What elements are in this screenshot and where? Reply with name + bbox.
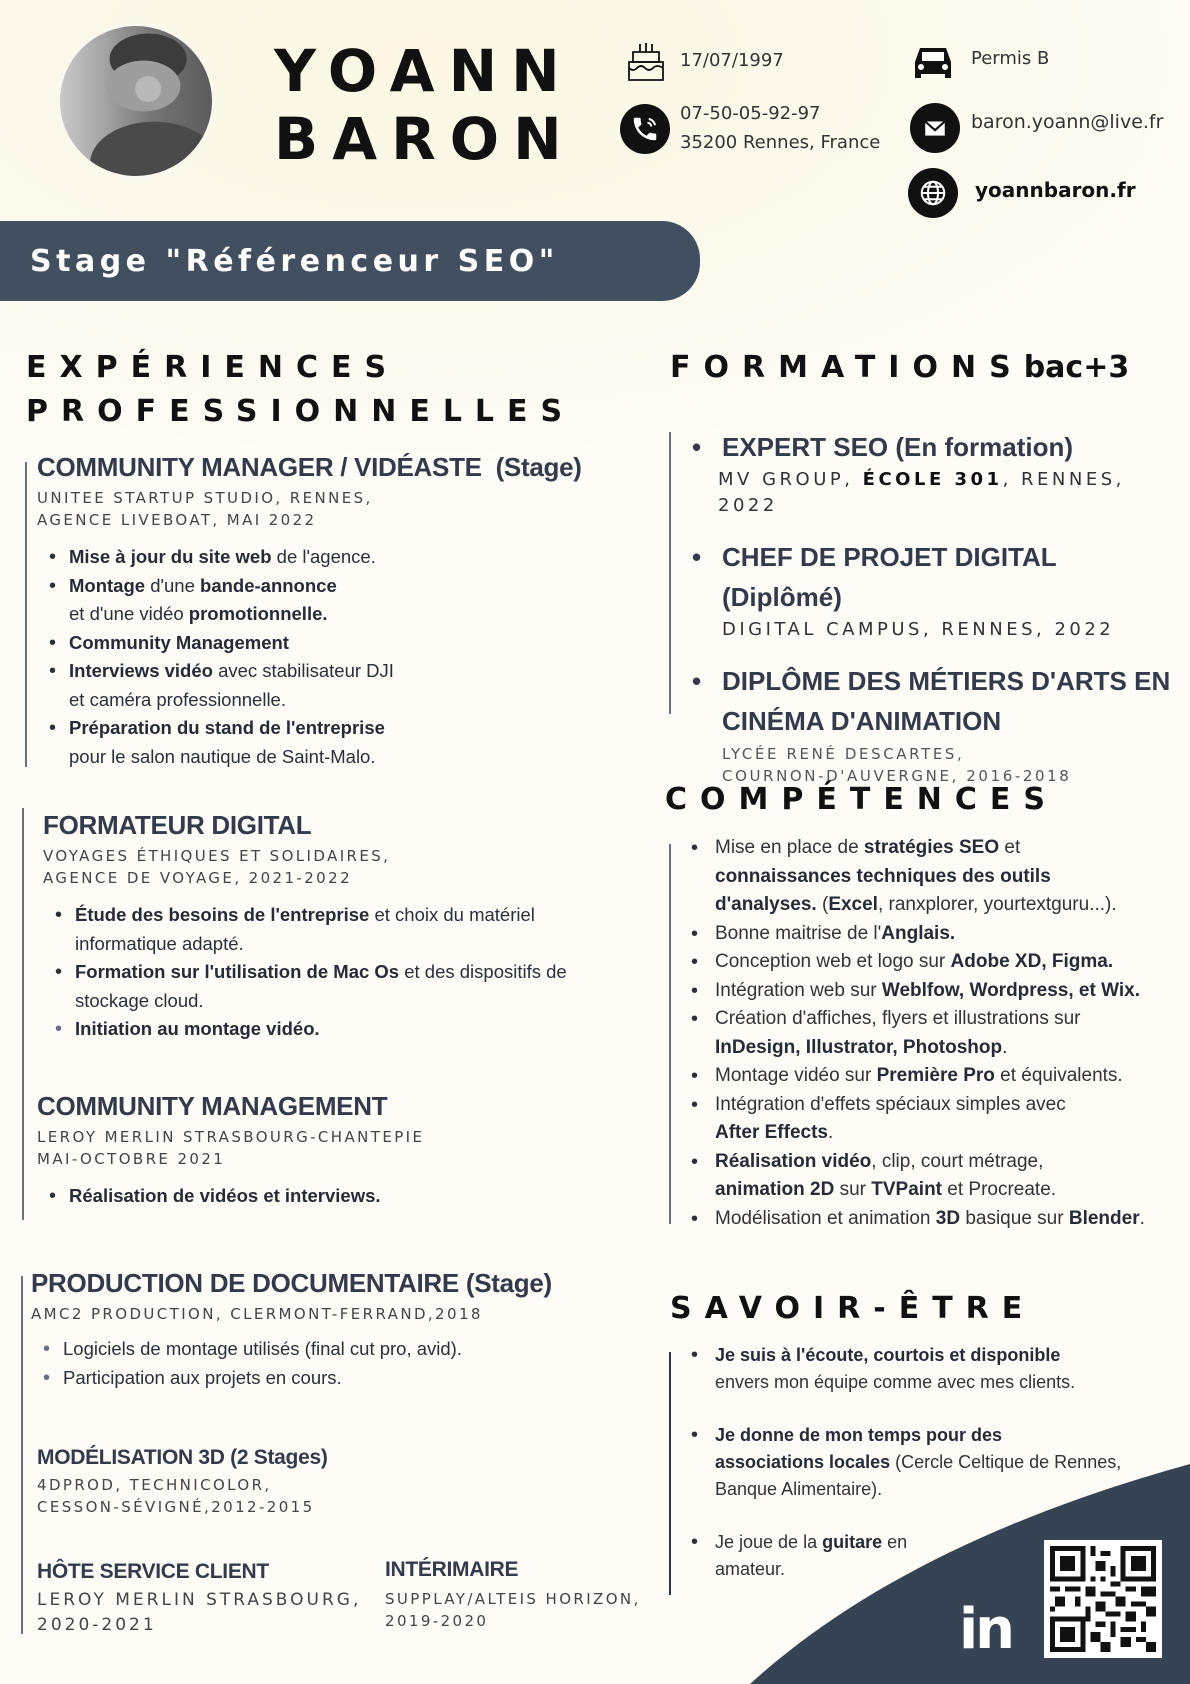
job-meta: AMC2 PRODUCTION, CLERMONT-FERRAND,2018 bbox=[31, 1305, 483, 1323]
job-title: COMMUNITY MANAGEMENT bbox=[37, 1091, 388, 1121]
list-item: • Initiation au montage vidéo. bbox=[43, 1015, 567, 1044]
list-item: • Montage vidéo sur Première Pro et équivalents. bbox=[675, 1062, 1190, 1091]
list-item: • Bonne maitrise de l'Anglais. bbox=[675, 920, 1190, 949]
job-meta: 4DPROD, TECHNICOLOR, CESSON-SÉVIGNÉ,2012-2015 bbox=[37, 1476, 315, 1516]
last-name: BARON bbox=[274, 105, 576, 173]
formation-item: • EXPERT SEO (En formation) MV GROUP, ÉCOLE 301, RENNES, 2022 bbox=[692, 427, 1182, 519]
list-item: • Modélisation et animation 3D basique sur Blender. bbox=[675, 1205, 1190, 1234]
list-item: • Mise à jour du site web de l'agence. bbox=[37, 543, 582, 572]
list-item: • Intégration d'effets spéciaux simples avec After Effects. bbox=[675, 1091, 1190, 1148]
competences-list bbox=[675, 834, 1190, 1233]
list-item: • Participation aux projets en cours. bbox=[31, 1364, 552, 1393]
cake-icon bbox=[624, 40, 668, 84]
job-meta: SUPPLAY/ALTEIS HORIZON, 2019-2020 bbox=[385, 1590, 641, 1630]
website[interactable]: yoannbaron.fr bbox=[975, 178, 1136, 202]
globe-icon bbox=[908, 168, 958, 218]
savoir-etre-heading: SAVOIR-ÊTRE bbox=[670, 1291, 1036, 1326]
job-title: COMMUNITY MANAGER / VIDÉASTE (Stage) bbox=[37, 452, 582, 482]
car-icon bbox=[912, 42, 954, 82]
address: 35200 Rennes, France bbox=[680, 132, 881, 153]
job-meta: LEROY MERLIN STRASBOURG, 2020-2021 bbox=[37, 1590, 362, 1635]
list-item: • Logiciels de montage utilisés (final cut pro, avid). bbox=[31, 1335, 552, 1364]
list-item: • Interviews vidéo avec stabilisateur DJI et caméra professionnelle. bbox=[37, 657, 582, 714]
timeline-bar bbox=[669, 1352, 671, 1595]
license: Permis B bbox=[971, 48, 1050, 69]
job-bullets bbox=[37, 1182, 424, 1211]
job-bullets bbox=[31, 1335, 552, 1392]
job-title: PRODUCTION DE DOCUMENTAIRE (Stage) bbox=[31, 1268, 552, 1298]
formations-heading: FORMATIONSbac+3 bbox=[670, 350, 1130, 385]
list-item: • Réalisation vidéo, clip, court métrage, animation 2D sur TVPaint et Procreate. bbox=[675, 1148, 1190, 1205]
phone-number[interactable]: 07-50-05-92-97 bbox=[680, 103, 821, 124]
job-title: MODÉLISATION 3D (2 Stages) bbox=[37, 1446, 328, 1469]
job-interimaire bbox=[385, 1558, 641, 1632]
job-title: FORMATEUR DIGITAL bbox=[43, 810, 312, 840]
job-modelisation-3d bbox=[37, 1446, 328, 1518]
list-item: • Préparation du stand de l'entreprise pour le salon nautique de Saint-Malo. bbox=[37, 714, 582, 771]
job-meta: UNITEE STARTUP STUDIO, RENNES, AGENCE LIVEBOAT, MAI 2022 bbox=[37, 489, 373, 529]
avatar bbox=[56, 22, 216, 180]
job-bullets bbox=[43, 901, 567, 1044]
timeline-bar bbox=[669, 432, 671, 714]
phone-icon bbox=[620, 104, 670, 154]
linkedin-icon[interactable]: in bbox=[958, 1597, 1012, 1662]
competences-heading: COMPÉTENCES bbox=[665, 782, 1059, 817]
job-meta: VOYAGES ÉTHIQUES ET SOLIDAIRES, AGENCE DE VOYAGE, 2021-2022 bbox=[43, 847, 391, 887]
experiences-heading-line1: EXPÉRIENCES bbox=[26, 350, 400, 385]
list-item: • Réalisation de vidéos et interviews. bbox=[37, 1182, 424, 1211]
list-item: • Formation sur l'utilisation de Mac Os et des dispositifs de stockage cloud. bbox=[43, 958, 567, 1015]
experiences-heading-line2: PROFESSIONNELLES bbox=[26, 394, 576, 429]
list-item: • Conception web et logo sur Adobe XD, Figma. bbox=[675, 948, 1190, 977]
job-meta: LEROY MERLIN STRASBOURG-CHANTEPIE MAI-OCTOBRE 2021 bbox=[37, 1128, 425, 1168]
job-title: INTÉRIMAIRE bbox=[385, 1558, 519, 1581]
formation-item: • DIPLÔME DES MÉTIERS D'ARTS EN CINÉMA D'ANIMATION LYCÉE RENÉ DESCARTES, COURNON-D'AUVERGNE, 2016-2018 bbox=[692, 661, 1182, 787]
job-bullets bbox=[37, 543, 582, 771]
formations-level: bac+3 bbox=[1023, 350, 1130, 385]
job-title: HÔTE SERVICE CLIENT bbox=[37, 1560, 269, 1583]
list-item: • Je joue de la guitare en amateur. bbox=[675, 1529, 1175, 1583]
job-hote-service-client bbox=[37, 1560, 361, 1638]
job-community-manager bbox=[37, 452, 582, 771]
timeline-bar bbox=[22, 808, 24, 1220]
timeline-bar bbox=[669, 844, 671, 1224]
qr-code-icon[interactable] bbox=[1044, 1540, 1162, 1658]
position-banner bbox=[0, 221, 700, 301]
formations-list bbox=[692, 427, 1182, 787]
first-name: YOANN bbox=[274, 37, 574, 105]
formation-item: • CHEF DE PROJET DIGITAL (Diplômé) DIGITAL CAMPUS, RENNES, 2022 bbox=[692, 537, 1182, 643]
envelope-icon bbox=[910, 103, 960, 153]
list-item: • Je donne de mon temps pour des associations locales (Cercle Celtique de Rennes, Banque Alimentaire). bbox=[675, 1422, 1175, 1503]
birthdate: 17/07/1997 bbox=[680, 50, 784, 71]
list-item: • Création d'affiches, flyers et illustrations sur InDesign, Illustrator, Photoshop. bbox=[675, 1005, 1190, 1062]
position-title: Stage "Référenceur SEO" bbox=[30, 243, 559, 279]
timeline-bar bbox=[25, 462, 27, 767]
list-item: • Mise en place de stratégies SEO et connaissances techniques des outils d'analyses. (Excel, ranxplorer, yourtextguru...). bbox=[675, 834, 1190, 920]
job-formateur-digital bbox=[43, 810, 567, 1044]
list-item: • Intégration web sur Weblfow, Wordpress, et Wix. bbox=[675, 977, 1190, 1006]
list-item: • Montage d'une bande-annonce et d'une vidéo promotionnelle. bbox=[37, 572, 582, 629]
list-item: • Je suis à l'écoute, courtois et disponible envers mon équipe comme avec mes clients. bbox=[675, 1342, 1175, 1396]
job-community-management bbox=[37, 1091, 424, 1211]
job-production-documentaire bbox=[31, 1268, 552, 1392]
list-item: • Community Management bbox=[37, 629, 582, 658]
timeline-bar bbox=[21, 1276, 23, 1634]
list-item: • Étude des besoins de l'entreprise et choix du matériel informatique adapté. bbox=[43, 901, 567, 958]
email[interactable]: baron.yoann@live.fr bbox=[971, 111, 1164, 133]
